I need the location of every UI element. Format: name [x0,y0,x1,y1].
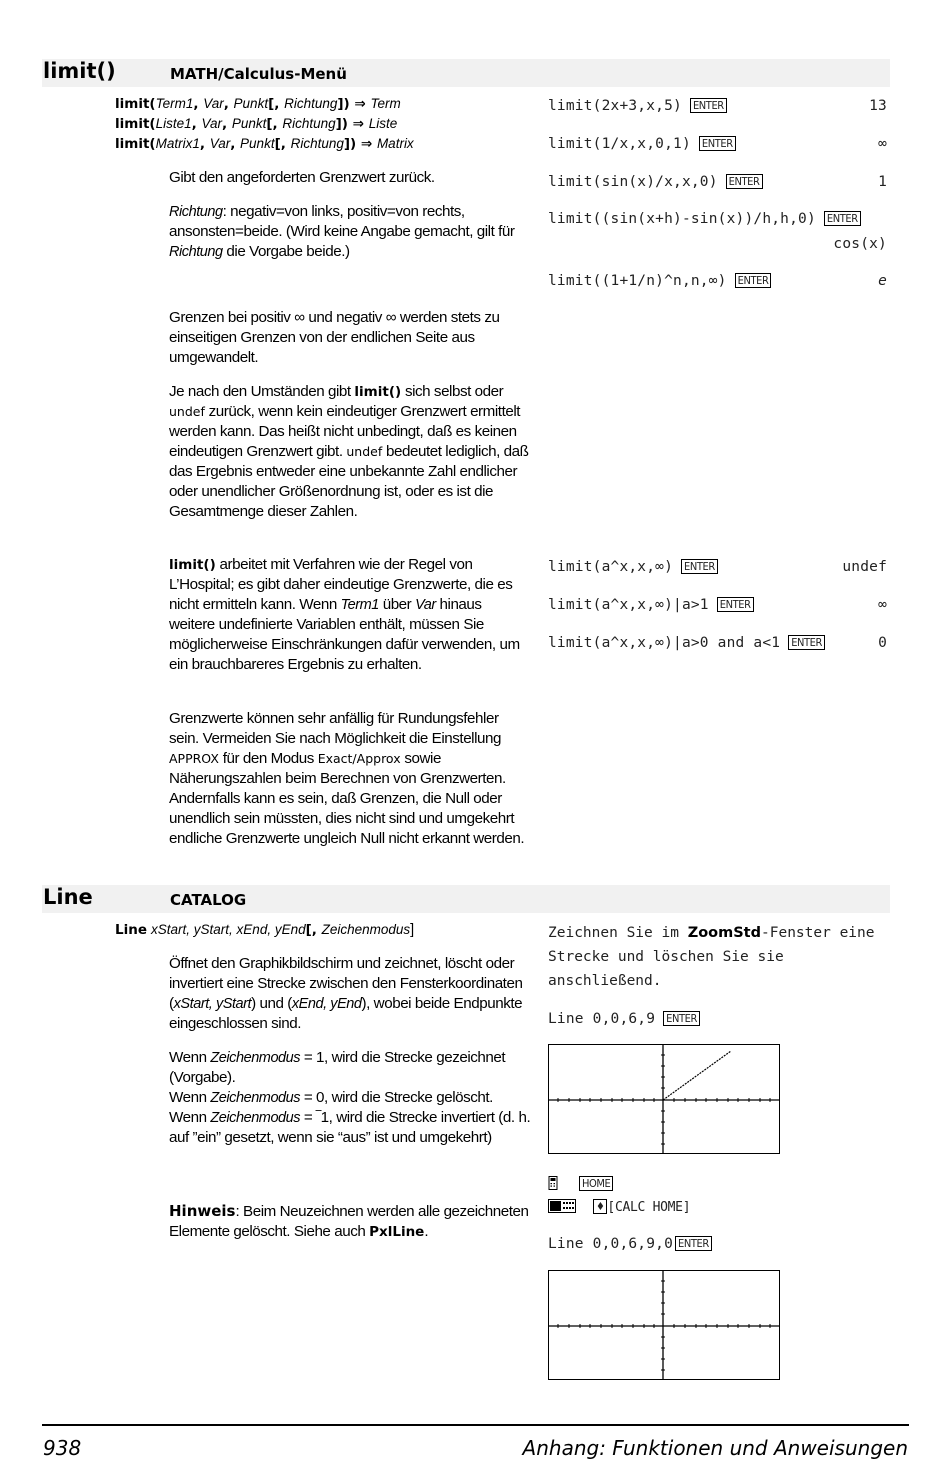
limit-example-input: limit(a^x,x,∞)|a>0 and a<1 ENTER [548,635,825,651]
enter-key-icon: ENTER [699,136,736,151]
enter-key-icon: ENTER [681,559,718,574]
limit-entry-menu: MATH/Calculus-Menü [170,65,347,83]
limit-syntax-1: limit(Term1, Var, Punkt[, Richtung]) ⇒ Term [115,96,401,112]
limit-example-input: limit(sin(x)/x,x,0) ENTER [548,174,763,190]
limit-example-input: limit(a^x,x,∞) ENTER [548,559,718,575]
limit-example-result: e [878,273,887,289]
line-note-text: Hinweis: Beim Neuzeichnen werden alle gezeichneten Elemente gelöscht. Siehe auch PxlLine. [169,1202,529,1240]
diamond-key-icon: ♦ [593,1199,607,1214]
line-syntax: Line xStart, yStart, xEnd, yEnd[, Zeichenmodus] [115,922,415,938]
home-key-icon: HOME [579,1176,613,1191]
graph-axes-icon [549,1271,779,1379]
line-entry-menu: CATALOG [170,891,247,909]
page-number: 938 [43,1436,82,1460]
calc-home-label: [CALC HOME] [607,1200,691,1215]
limit-hospital-text: limit() arbeitet mit Verfahren wie der Regel von L’Hospital; es gibt daher eindeutige Grenzwerte, die es nicht ermitteln kann. Wenn Term1 über Var hinaus weitere undefinierte Variablen enthält, müssen Sie möglicherweise Einschränkungen dafür verwenden, um ein brauchbareres Ergebnis zu erhalten. [169,556,520,673]
limit-example-result: ∞ [878,597,887,613]
graph-axes-with-line-icon [549,1045,779,1153]
limit-syntax-2: limit(Liste1, Var, Punkt[, Richtung]) ⇒ Liste [115,116,398,132]
limit-example-result: 13 [869,98,887,114]
line-description: Öffnet den Graphikbildschirm und zeichnet, löscht oder invertiert eine Strecke zwischen den Fensterkoordinaten (xStart, yStart) und (xEnd, yEnd), wobei beide Endpunkte eingeschlossen sind. [169,955,523,1032]
home-key-row [548,1176,613,1192]
enter-key-icon: ENTER [788,635,825,650]
limit-example-result: cos(x) [833,236,887,252]
enter-key-icon: ENTER [717,597,754,612]
limit-entry-name: limit() [43,59,116,83]
line-example-input-erase: Line 0,0,6,9,0 ENTER [548,1236,712,1252]
line-example-note: Zeichnen Sie im ZoomStd-Fenster eine Strecke und löschen Sie sie anschließend. [548,925,875,989]
enter-key-icon: ENTER [690,98,727,113]
limit-example-input: limit((sin(x+h)-sin(x))/h,h,0) ENTER [548,211,861,227]
limit-rounding-text: Grenzwerte können sehr anfällig für Rundungsfehler sein. Vermeiden Sie nach Möglichkeit die Einstellung APPROX für den Modus Exact/Approx sowie Näherungszahlen beim Berechnen von Grenzwerten. Andernfalls kann es sein, daß Grenzen, die Null oder unendlich sein müssten, dies nicht sind und umgekehrt endliche Grenzwerte ungleich Null nicht erkannt werden. [169,710,525,847]
enter-key-icon: ENTER [735,273,772,288]
limit-example-input: limit(2x+3,x,5) ENTER [548,98,727,114]
line-entry-name: Line [43,885,93,909]
limit-example-result: 1 [878,174,887,190]
footer-rule [42,1424,909,1426]
limit-example-result: undef [842,559,887,575]
limit-example-input: limit(1/x,x,0,1) ENTER [548,136,736,152]
footer-title: Anhang: Funktionen und Anweisungen [522,1436,908,1460]
enter-key-icon: ENTER [824,211,861,226]
line-drawmode-text: Wenn Zeichenmodus = 1, wird die Strecke gezeichnet (Vorgabe). Wenn Zeichenmodus = 0, wird die Strecke gelöscht. Wenn Zeichenmodus = ‾1, wird die Strecke invertiert (d. h. auf ”ein” gesetzt, wenn sie “aus” ist und umgekehrt) [169,1049,531,1146]
calculator-92-icon [548,1199,576,1213]
limit-example-result: 0 [878,635,887,651]
graph-screen-drawn [548,1044,780,1154]
enter-key-icon: ENTER [663,1011,700,1026]
limit-example-input: limit((1+1/n)^n,n,∞) ENTER [548,273,771,289]
enter-key-icon: ENTER [675,1236,712,1251]
calculator-89-icon [548,1176,558,1190]
limit-syntax-3: limit(Matrix1, Var, Punkt[, Richtung]) ⇒ Matrix [115,136,414,152]
limit-infinity-text: Grenzen bei positiv ∞ und negativ ∞ werden stets zu einseitigen Grenzen von der endlichen Seite aus umgewandelt. [169,309,500,366]
enter-key-icon: ENTER [726,174,763,189]
limit-direction-text: Richtung: negativ=von links, positiv=von rechts, ansonsten=beide. (Wird keine Angabe gemacht, gilt für Richtung die Vorgabe beide.) [169,203,515,260]
limit-example-result: ∞ [878,136,887,152]
limit-example-input: limit(a^x,x,∞)|a>1 ENTER [548,597,754,613]
calc-home-row [548,1199,690,1215]
limit-undef-text: Je nach den Umständen gibt limit() sich selbst oder undef zurück, wenn kein eindeutiger Grenzwert ermittelt werden kann. Das heißt nicht unbedingt, daß es keinen eindeutigen Grenzwert gibt. undef bedeutet lediglich, daß das Ergebnis entweder eine unbekannte Zahl endlicher oder unendlicher Größenordnung ist, oder es ist die Gesamtmenge dieser Zahlen. [169,383,529,520]
line-example-input: Line 0,0,6,9 ENTER [548,1011,700,1027]
graph-screen-erased [548,1270,780,1380]
limit-description: Gibt den angeforderten Grenzwert zurück. [169,169,435,186]
